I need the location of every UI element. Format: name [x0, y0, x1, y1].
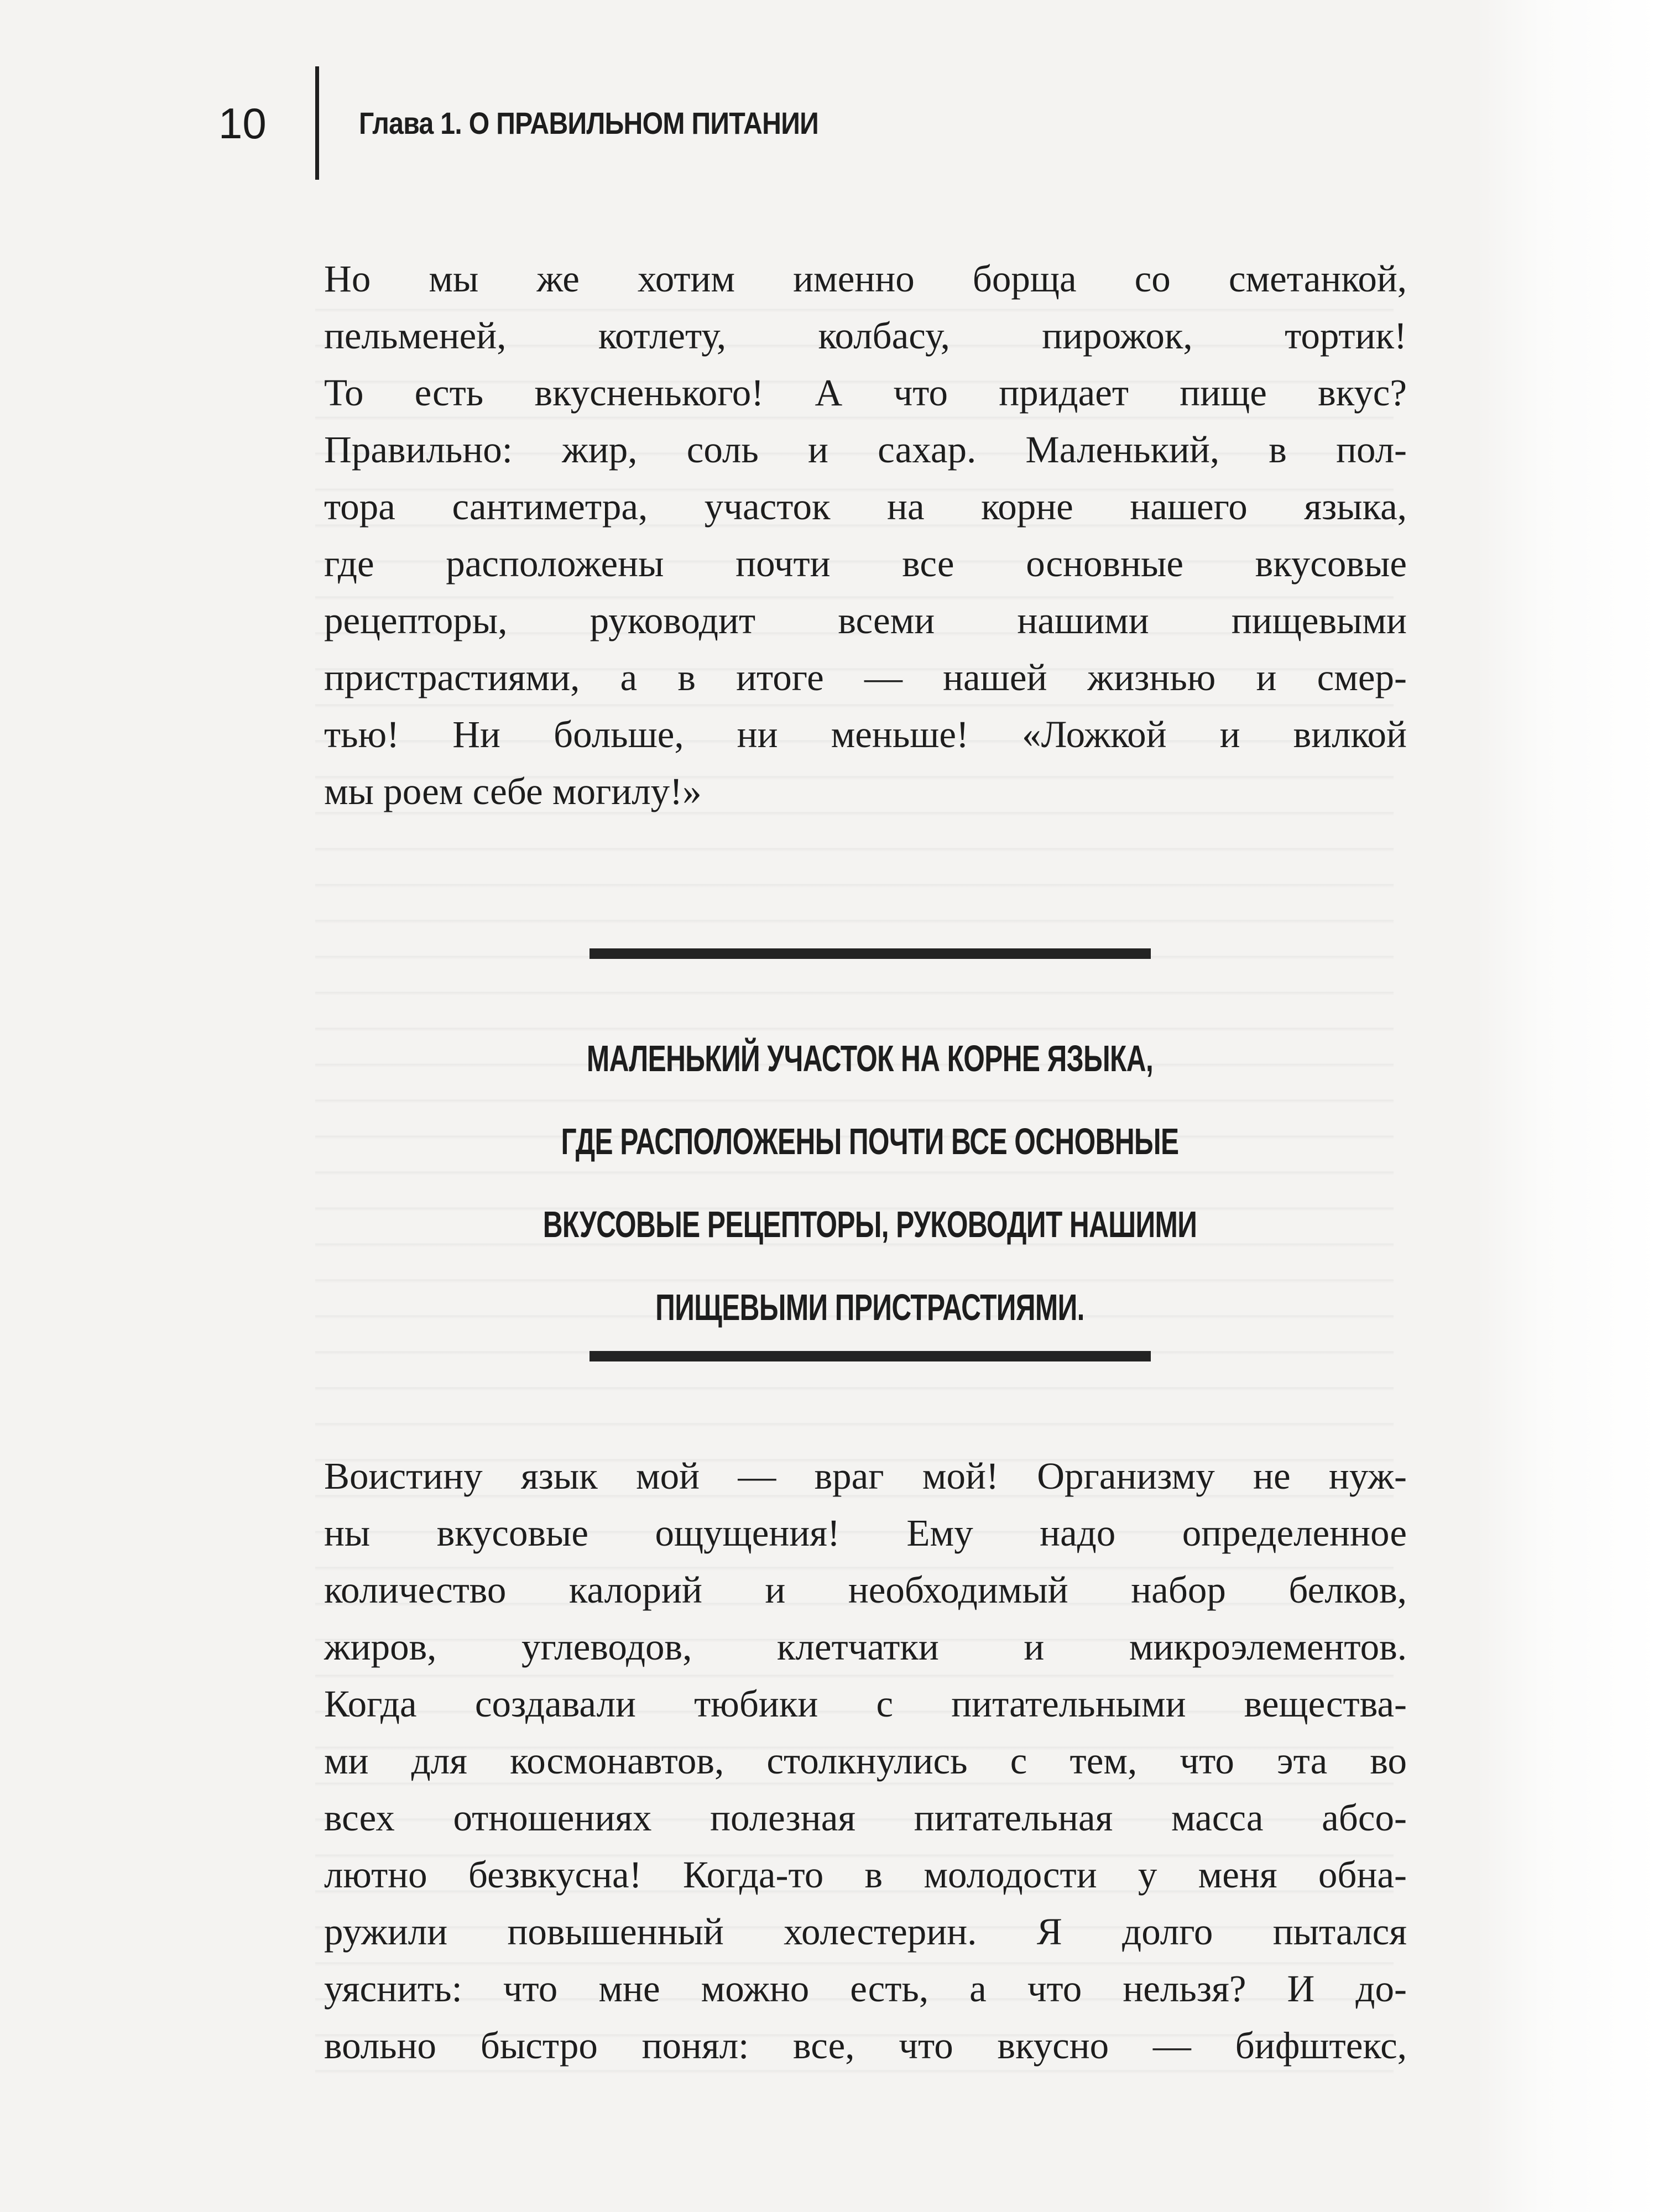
text-line: тью! Ни больше, ни меньше! «Ложкой и вилкой: [324, 713, 1407, 755]
pull-quote-line: ВКУСОВЫЕ РЕЦЕПТОРЫ, РУКОВОДИТ НАШИМИ: [542, 1204, 1197, 1245]
header-divider: [315, 66, 319, 180]
body-paragraph-2: [324, 1448, 1407, 2074]
text-line: Но мы же хотим именно борща со сметанкой,: [324, 258, 1407, 300]
text-line: ны вкусовые ощущения! Ему надо определенное: [324, 1512, 1407, 1554]
text-line: ми для космонавтов, столкнулись с тем, что эта во: [324, 1740, 1407, 1782]
text-line: тора сантиметра, участок на корне нашего языка,: [324, 486, 1407, 528]
text-line: пельменей, котлету, колбасу, пирожок, тортик!: [324, 315, 1407, 357]
pull-quote: [397, 1018, 1343, 1349]
text-line: жиров, углеводов, клетчатки и микроэлементов.: [324, 1626, 1407, 1668]
text-line: количество калорий и необходимый набор белков,: [324, 1569, 1407, 1611]
text-line: То есть вкусненького! А что придает пище вкус?: [324, 372, 1407, 414]
pull-quote-line: ПИЩЕВЫМИ ПРИСТРАСТИЯМИ.: [655, 1287, 1084, 1328]
pull-quote-line: МАЛЕНЬКИЙ УЧАСТОК НА КОРНЕ ЯЗЫКА,: [586, 1038, 1154, 1079]
text-line: уяснить: что мне можно есть, а что нельзя? И до-: [324, 1968, 1407, 2010]
text-line: пристрастиями, а в итоге — нашей жизнью и смер-: [324, 656, 1407, 698]
pull-quote-top-rule: [589, 948, 1151, 959]
text-line: мы роем себе могилу!»: [324, 770, 702, 812]
text-line: всех отношениях полезная питательная масса абсо-: [324, 1797, 1407, 1839]
pull-quote-bottom-rule: [589, 1351, 1151, 1361]
text-line: Правильно: жир, соль и сахар. Маленький, в пол-: [324, 429, 1407, 471]
page-number: 10: [218, 98, 267, 148]
text-line: Воистину язык мой — враг мой! Организму не нуж-: [324, 1455, 1407, 1497]
text-line: вольно быстро понял: все, что вкусно — бифштекс,: [324, 2025, 1407, 2067]
text-line: Когда создавали тюбики с питательными вещества-: [324, 1683, 1407, 1725]
text-line: ружили повышенный холестерин. Я долго пытался: [324, 1911, 1407, 1953]
page-edge-highlight: [1477, 0, 1659, 2212]
text-line: лютно безвкусна! Когда-то в молодости у меня обна-: [324, 1854, 1407, 1896]
chapter-title: Глава 1. О ПРАВИЛЬНОМ ПИТАНИИ: [359, 106, 819, 140]
text-line: где расположены почти все основные вкусовые: [324, 542, 1407, 585]
body-paragraph-1: [324, 251, 1407, 820]
pull-quote-line: ГДЕ РАСПОЛОЖЕНЫ ПОЧТИ ВСЕ ОСНОВНЫЕ: [561, 1121, 1179, 1162]
text-line: рецепторы, руководит всеми нашими пищевыми: [324, 599, 1407, 641]
running-header: [218, 66, 893, 180]
